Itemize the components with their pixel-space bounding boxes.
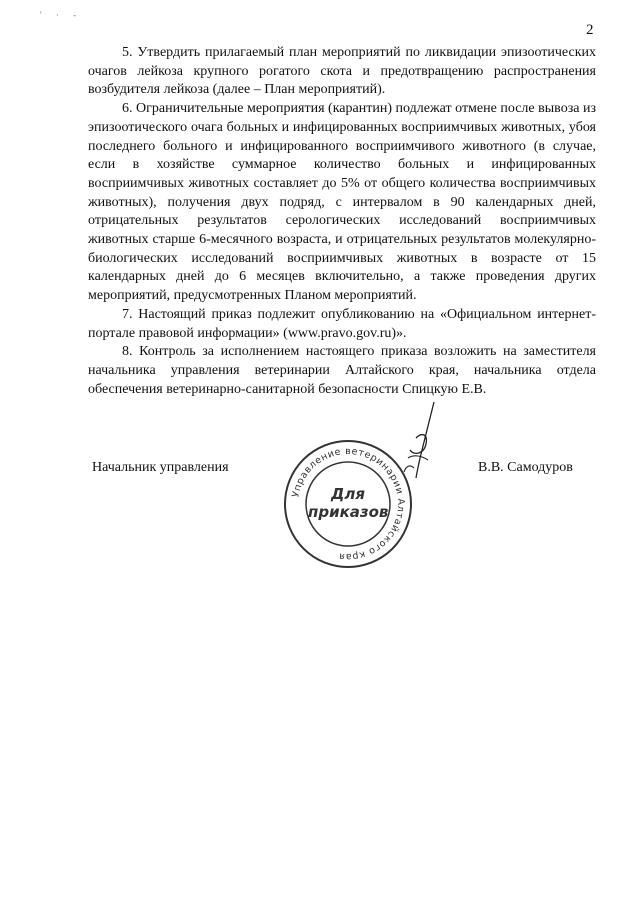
stamp-center-text (308, 485, 388, 521)
stamp-center-line-1: Для (331, 485, 365, 503)
page-number: 2 (586, 22, 594, 38)
official-stamp (282, 438, 414, 570)
paragraph-7: 7. Настоящий приказ подлежит опубликованию на «Официальном интернет-портале правовой информации» (www.pravo.gov.ru)». (88, 306, 596, 341)
paragraph-6: 6. Ограничительные мероприятия (карантин) подлежат отмене после вывоза из эпизоотического очага больных и инфицированных восприимчивых животных, убоя последнего больного и инфицированного восприимчивого животного (в случае, если в хозяйстве суммарное количество больных и инфицированных восприимчивых животных составляет до 5% от общего количества восприимчивых животных), получения двух подряд, с интервалом в 90 календарных дней, отрицательных результатов серологических исследований восприимчивых животных старше 6-месячного возраста, и отрицательных результатов молекулярно-биологических исследований восприимчивых животных в возрасте от 15 календарных дней до 6 месяцев включительно, а также проведения других мероприятий, предусмотренных Планом мероприятий. (88, 101, 596, 304)
handwritten-signature (396, 398, 446, 488)
paragraph-5: 5. Утвердить прилагаемый план мероприятий по ликвидации эпизоотических очагов лейкоза крупного рогатого скота и предотвращению распространения возбудителя лейкоза (далее – План мероприятий). (88, 45, 596, 98)
paragraph-8: 8. Контроль за исполнением настоящего приказа возложить на заместителя начальника управления ветеринарии Алтайского края, начальника отдела обеспечения ветеринарно-санитарной безопасности Спицкую Е.В. (88, 344, 596, 397)
signature-name: В.В. Самодуров (478, 460, 573, 475)
stamp-center-line-2: приказов (308, 503, 389, 521)
scan-marks: ' · - (40, 10, 83, 20)
stamp-ring-text: Управление ветеринарии Алтайского края (290, 445, 407, 563)
signature-title: Начальник управления (92, 460, 229, 475)
document-body (88, 44, 596, 399)
